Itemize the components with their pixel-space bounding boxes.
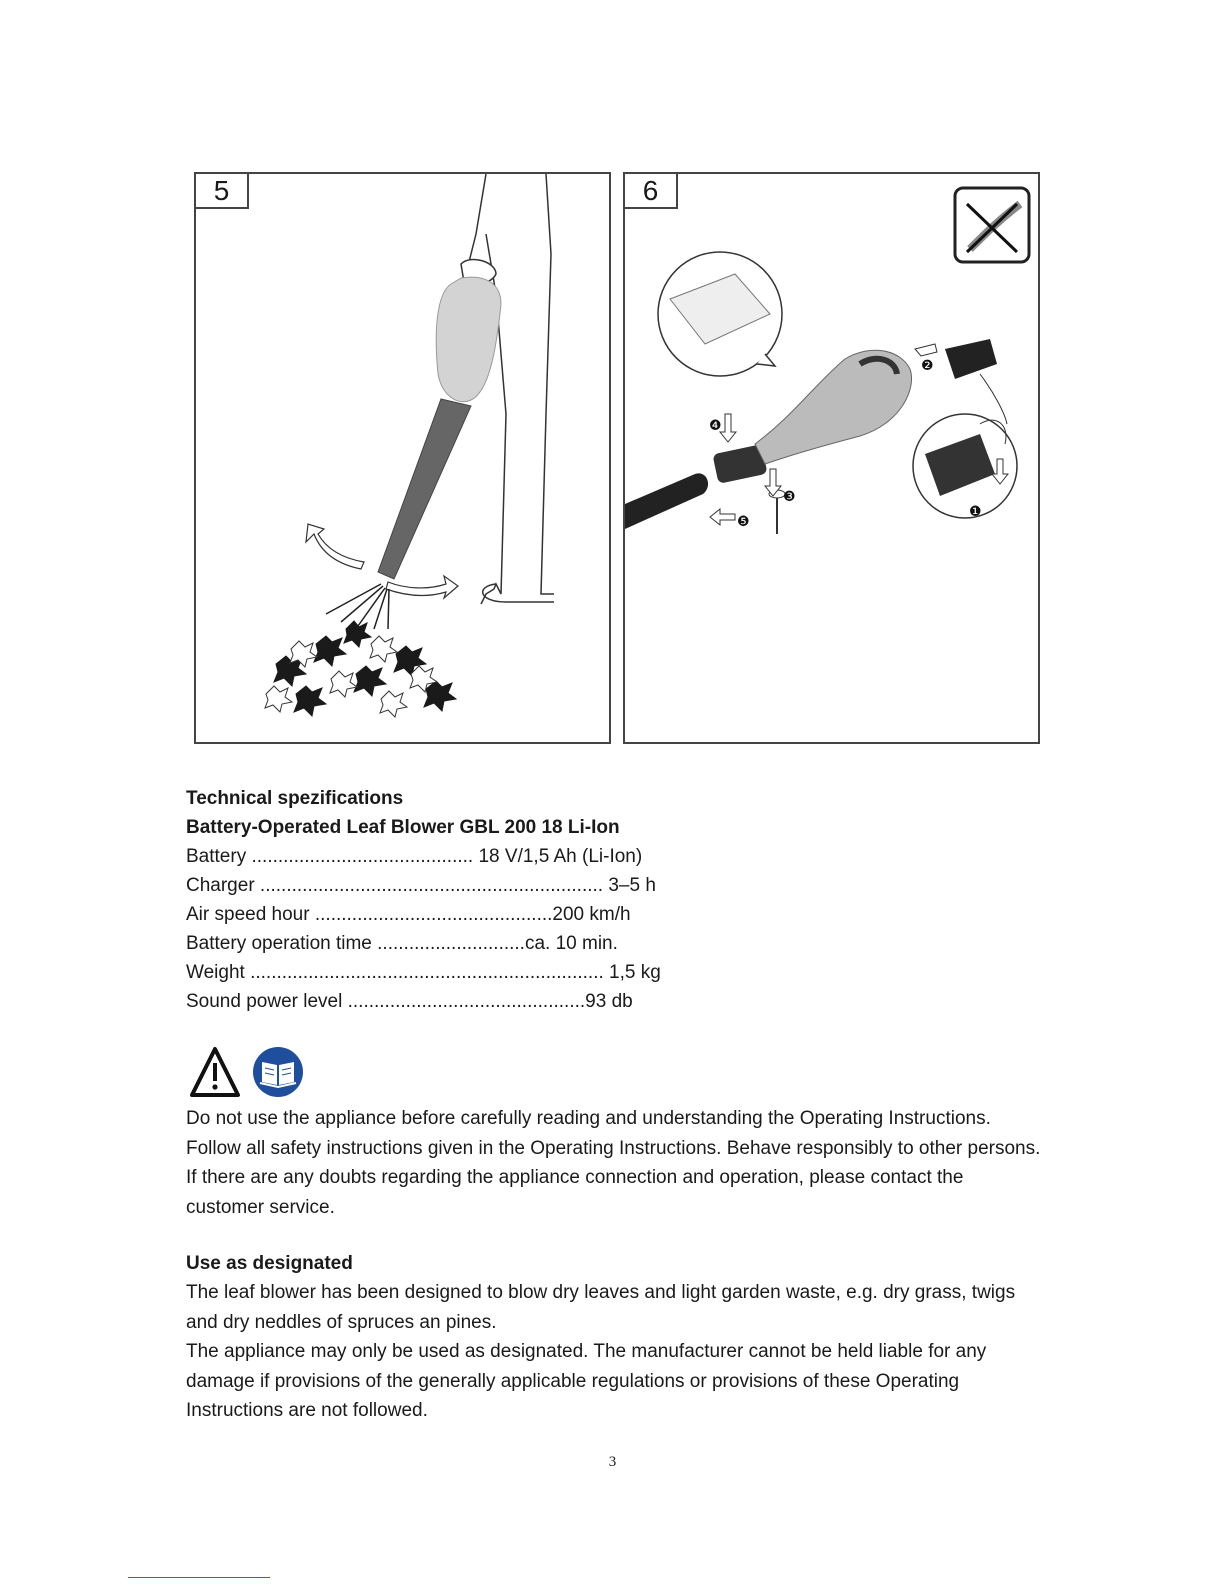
spec-dots: .......................................... (246, 846, 479, 867)
spec-dots: ................................................................. (254, 875, 609, 896)
spec-row (186, 871, 656, 900)
figure-number: 5 (194, 172, 249, 209)
spec-label: Battery operation time (186, 933, 372, 954)
page-number: 3 (608, 1454, 617, 1470)
step-number: ❸ (783, 489, 796, 505)
warning-text: Do not use the appliance before carefully reading and understanding the Operating Instructions. Follow all safety instructions given in the Operating Instructions. Behave responsibly to other persons. If there are any doubts regarding the appliance connection and operation, please contact the customer service. (186, 1108, 1041, 1218)
spec-value: 200 km/h (552, 904, 631, 925)
figure-panel-6 (623, 172, 1040, 744)
spec-dots: ............................ (371, 933, 525, 954)
spec-label: Air speed hour (186, 904, 310, 925)
step-number: ❺ (737, 514, 750, 530)
spec-value: ca. 10 min. (524, 933, 618, 954)
spec-label: Sound power level (186, 991, 343, 1012)
spec-value: 93 db (585, 991, 633, 1012)
step-number: ❷ (921, 358, 934, 374)
figure-number: 6 (623, 172, 678, 209)
figure-panel-5 (194, 172, 611, 744)
no-water-icon (955, 188, 1029, 262)
spec-dots: ............................................. (342, 991, 586, 1012)
warning-triangle-icon (192, 1049, 238, 1095)
spec-value: 1,5 kg (609, 962, 661, 983)
spec-dots: ............................................. (309, 904, 553, 925)
spec-label: Charger (186, 875, 255, 896)
spec-row (186, 958, 661, 987)
read-manual-icon (253, 1047, 303, 1097)
footer-link-underline (128, 1577, 270, 1578)
specs-model: Battery-Operated Leaf Blower GBL 200 18 Li-Ion (186, 817, 620, 838)
specs-heading: Technical spezifications (186, 788, 404, 809)
bag-bubble (658, 252, 782, 376)
use-paragraph-1: The leaf blower has been designed to blow dry leaves and light garden waste, e.g. dry grass, twigs and dry neddles of spruces an pines. (186, 1282, 1016, 1333)
safety-icons (190, 1045, 310, 1101)
leaf-blower-use-illustration (196, 174, 609, 742)
step-number: ❹ (709, 418, 722, 434)
assembly-illustration (625, 174, 1038, 742)
spec-value: 18 V/1,5 Ah (Li-Ion) (478, 846, 643, 867)
spec-row (186, 900, 631, 929)
step-number: ❶ (969, 504, 982, 520)
spec-row (186, 987, 633, 1016)
spec-row (186, 842, 642, 871)
spec-row (186, 929, 618, 958)
spec-label: Battery (186, 846, 247, 867)
use-paragraph-2: The appliance may only be used as designated. The manufacturer cannot be held liable for any damage if provisions of the generally applicable regulations or provisions of these Operating Instructions are not followed. (186, 1341, 987, 1421)
spec-value: 3–5 h (608, 875, 656, 896)
spec-dots: ................................................................... (244, 962, 610, 983)
spec-label: Weight (186, 962, 245, 983)
use-heading: Use as designated (186, 1253, 353, 1274)
